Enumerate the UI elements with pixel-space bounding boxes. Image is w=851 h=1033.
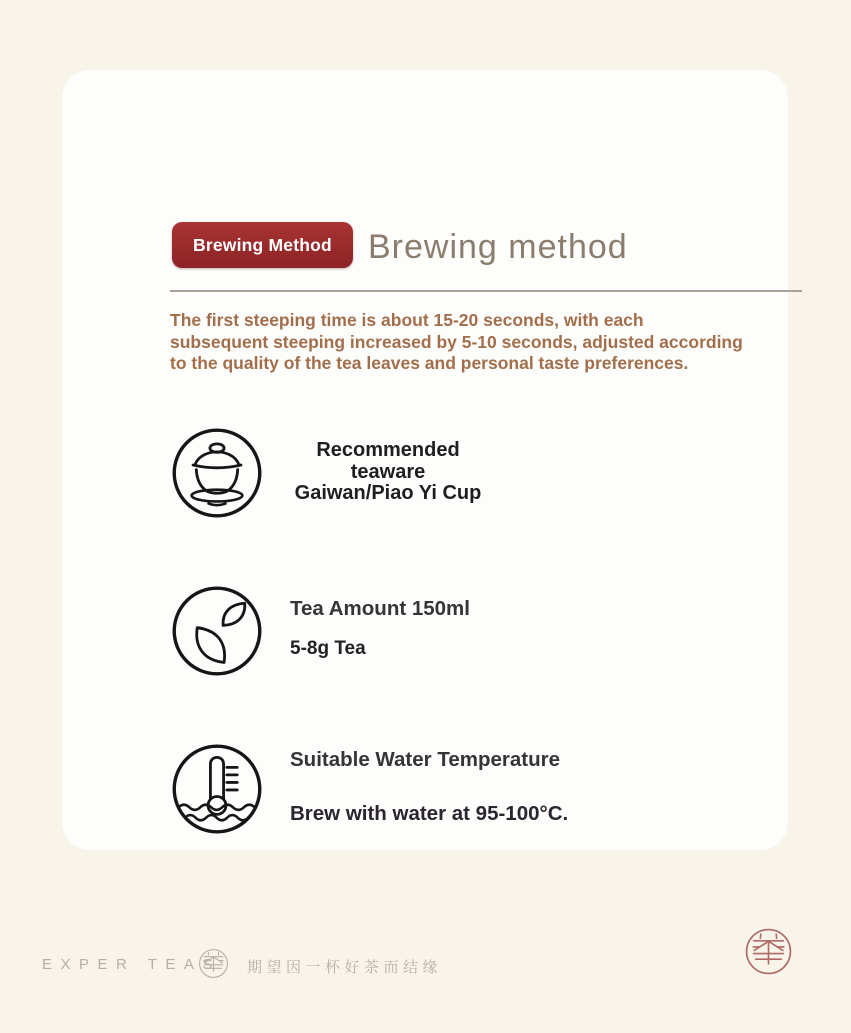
tea-amount-value: 5-8g Tea	[290, 638, 366, 659]
tea-seal-logo-icon	[198, 948, 229, 979]
brand-tagline: 期望因一杯好茶而结缘	[247, 959, 443, 976]
badge-label: Brewing Method	[193, 234, 332, 255]
divider-line	[170, 290, 802, 292]
teaware-line: Gaiwan/Piao Yi Cup	[294, 482, 482, 504]
tea-amount-title: Tea Amount 150ml	[290, 597, 470, 620]
tea-seal-stamp-icon	[744, 927, 793, 976]
section-title: Brewing method	[368, 228, 628, 266]
intro-line: subsequent steeping increased by 5-10 seconds, adjusted according	[170, 331, 743, 352]
water-temp-value: Brew with water at 95-100°C.	[290, 802, 569, 825]
intro-line: to the quality of the tea leaves and personal taste preferences.	[170, 353, 689, 373]
intro-line: The first steeping time is about 15-20 seconds, with each	[170, 310, 644, 330]
intro-paragraph	[170, 310, 814, 375]
teaware-line: Recommended	[316, 439, 460, 461]
teaware-line: teaware	[350, 460, 426, 483]
brand-name: EXPER TEAS	[42, 956, 221, 973]
brewing-method-card	[62, 70, 788, 850]
gaiwan-teaware-icon	[170, 426, 264, 520]
teaware-text	[292, 440, 484, 505]
thermometer-water-icon	[170, 742, 264, 836]
brewing-method-badge	[172, 222, 353, 268]
tea-leaves-icon	[170, 584, 264, 678]
water-temp-title: Suitable Water Temperature	[290, 748, 560, 771]
